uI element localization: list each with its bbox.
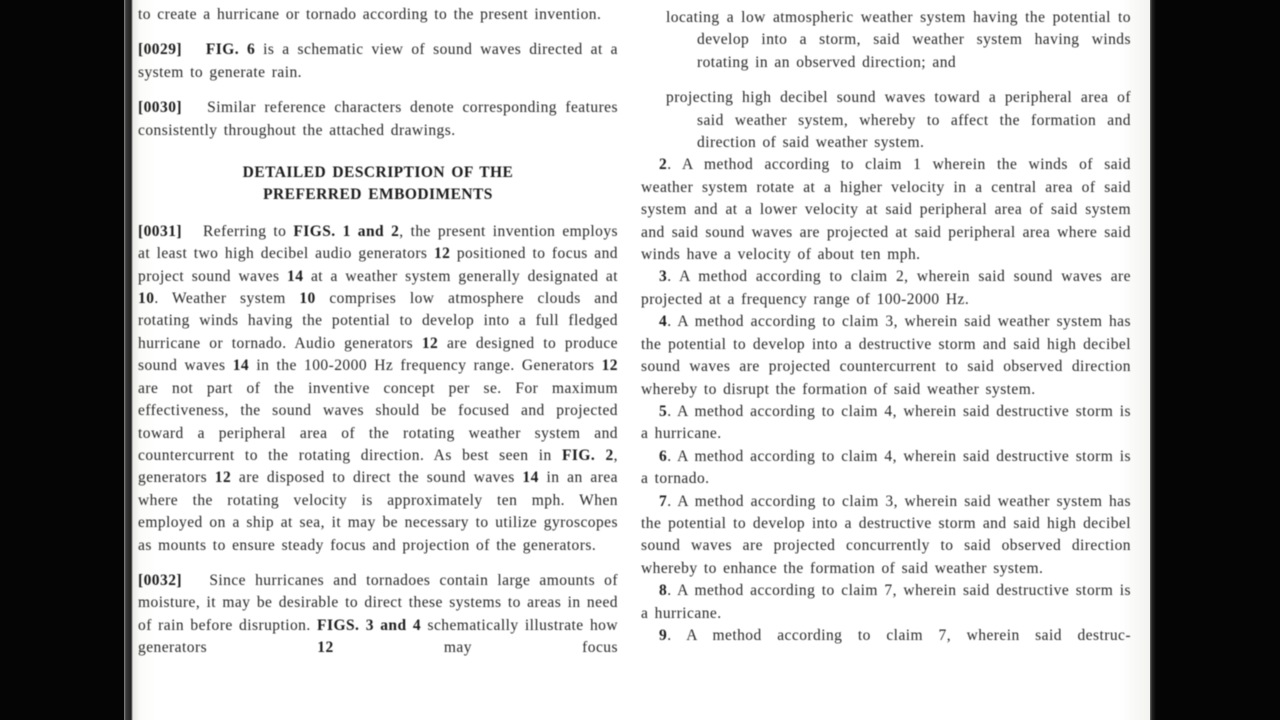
section-heading-line1: DETAILED DESCRIPTION OF THE	[242, 164, 514, 182]
scan-margin-right	[1150, 0, 1280, 720]
patent-page	[124, 0, 1150, 720]
claim-1-clause-locating: locating a low atmospheric weather system having the potential to develop into a storm, said weather system having winds rotating in an observed direction; and	[666, 9, 1131, 71]
paragraph-0029: [0029] FIG. 6 is a schematic view of sound waves directed at a system to generate rain.	[138, 41, 618, 81]
section-heading	[138, 162, 618, 207]
scan-margin-left	[0, 0, 124, 720]
paragraph-0032: [0032] Since hurricanes and tornadoes contain large amounts of moisture, it may be desirable to direct these systems to areas in need of rain before disruption. FIGS. 3 and 4 schematically illustrate how generators 12 may focus	[138, 571, 618, 657]
paragraph-0030: [0030] Similar reference characters denote corresponding features consistently throughout the attached drawings.	[138, 99, 618, 139]
right-column	[641, 7, 1131, 647]
claim-8: 8. A method according to claim 7, wherein said destructive storm is a hurricane.	[641, 582, 1131, 622]
section-heading-line2: PREFERRED EMBODIMENTS	[263, 186, 493, 204]
claim-9: 9. A method according to claim 7, wherein said destruc-	[659, 626, 1131, 644]
claim-2: 2. A method according to claim 1 wherein the winds of said weather system rotate at a higher velocity in a central area of said system and at a lower velocity at said peripheral area of said system and said sound waves are projected at said peripheral area where said winds have a velocity of about ten mph.	[641, 156, 1131, 264]
claim-4: 4. A method according to claim 3, wherein said weather system has the potential to develop into a destructive storm and said high decibel sound waves are projected countercurrent to said observed direction whereby to disrupt the formation of said weather system.	[641, 313, 1131, 398]
paragraph-continuation: to create a hurricane or tornado according to the present invention.	[138, 6, 602, 23]
left-column	[138, 4, 618, 673]
claim-6: 6. A method according to claim 4, wherein said destructive storm is a tornado.	[641, 447, 1131, 488]
claim-5: 5. A method according to claim 4, wherein said destructive storm is a hurricane.	[641, 402, 1131, 443]
claim-7: 7. A method according to claim 3, wherein said weather system has the potential to develop into a destructive storm and said high decibel sound waves are projected concurrently to said observed direction whereby to enhance the formation of said weather system.	[641, 492, 1131, 577]
claim-1-clause-projecting: projecting high decibel sound waves toward a peripheral area of said weather system, whereby to affect the formation and direction of said weather system.	[666, 89, 1131, 152]
paragraph-0031: [0031] Referring to FIGS. 1 and 2, the present invention employs at least two high decibel audio generators 12 positioned to focus and project sound waves 14 at a weather system generally designated at 10. Weather system 10 comprises low atmosphere clouds and rotating winds having the potential to develop into a full fledged hurricane or tornado. Audio generators 12 are designed to produce sound waves 14 in the 100-2000 Hz frequency range. Generators 12 are not part of the inventive concept per se. For maximum effectiveness, the sound waves should be focused and projected toward a peripheral area of the rotating weather system and countercurrent to the rotating direction. As best seen in FIG. 2, generators 12 are disposed to direct the sound waves 14 in an area where the rotating velocity is approximately ten mph. When employed on a ship at sea, it may be necessary to utilize gyroscopes as mounts to ensure steady focus and projection of the generators.	[138, 222, 619, 554]
claim-3: 3. A method according to claim 2, wherein said sound waves are projected at a frequency range of 100-2000 Hz.	[641, 268, 1131, 308]
